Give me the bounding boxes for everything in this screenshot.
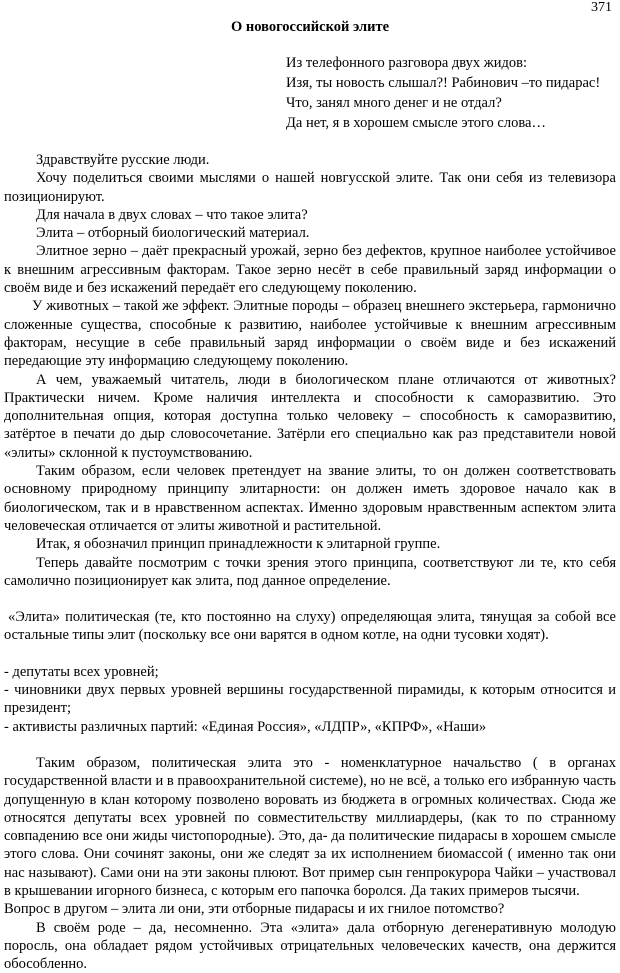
paragraph: Для начала в двух словах – что такое элита? xyxy=(36,206,308,223)
list-item: - депутаты всех уровней; xyxy=(4,663,159,680)
paragraph: «Элита» политическая (те, кто постоянно на слуху) определяющая элита, тянущая за собой все остальные типы элит (поскольку все они варятся в одном котле, на одни тусовки ходят). xyxy=(4,609,616,644)
list-item: - чиновники двух первых уровней вершины государственной пирамиды, к которым относится и президент; xyxy=(4,682,616,717)
paragraph: У животных – такой же эффект. Элитные породы – образец внешнего экстерьера, гармонично сложенные существа, способные к развитию, наиболее устойчивые к внешним агрессивным факторам, несущие в себе правильный заряд информации о своём виде и без искажений передающие эту информацию следующему поколению. xyxy=(4,298,616,370)
page-number: 371 xyxy=(591,0,612,15)
paragraph: Здравствуйте русские люди. xyxy=(36,152,210,168)
paragraph: Элитное зерно – даёт прекрасный урожай, зерно без дефектов, крупное наиболее устойчивое к внешним агрессивным факторам. Такое зерно несёт в себе правильный заряд информации о своём виде и без искажений передаёт его следующему поколению. xyxy=(4,243,616,297)
page-title: О новогоссийской элите xyxy=(230,19,390,35)
spacer xyxy=(4,645,616,663)
paragraph: Элита – отборный биологический материал. xyxy=(36,225,310,242)
paragraph: Таким образом, политическая элита это - номенклатурное начальство ( в органах государственной власти и в правоохранительной системе), но не всё, а только его избранную часть допущенную в клан которому позволено воровать из бюджета в огромных количествах. Сюда же относятся депутаты всех уровней по совместительству миллиардеры, (как то по странному совпадению все они жиды чистопородные). Это, да- да политические пидарасы в хорошем смысле этого слова. Они сочинят законы, они же следят за их исполнением биомассой ( именно так они нас называют). Сами они на эти законы плюют. Вот пример сын генпрокурора Чайки – участвовал в крышевании игорного бизнеса, с которым его папочка боролся. Да таких примеров тысячи. xyxy=(4,754,616,899)
epigraph-line: Что, занял много денег и не отдал? xyxy=(286,95,502,111)
spacer xyxy=(4,736,616,754)
epigraph-line: Да нет, я в хорошем смысле этого слова… xyxy=(286,115,546,131)
spacer xyxy=(4,590,616,608)
paragraph: В своём роде – да, несомненно. Эта «элита» дала отборную дегенеративную молодую поросль, она обладает рядом устойчивых отрицательных человеческих качеств, она держится обособленно. xyxy=(4,919,616,973)
list-item: - активисты различных партий: «Единая Россия», «ЛДПР», «КПРФ», «Наши» xyxy=(4,718,487,735)
body-text xyxy=(4,151,616,973)
epigraph-line: Изя, ты новость слышал?! Рабинович –то пидарас! xyxy=(286,75,601,91)
paragraph: Хочу поделиться своими мыслями о нашей новгусской элите. Так они себя из телевизора позиционируют. xyxy=(4,170,616,205)
paragraph: А чем, уважаемый читатель, люди в биологическом плане отличаются от животных? Практически ничем. Кроме наличия интеллекта и способности к саморазвитию. Это дополнительная опция, которая доступна только человеку – способность к саморазвитию, затёртое в печати до дыр словосочетание. Затёрли его специально как раз представители новой «элиты» склонной к пустоумствованию. xyxy=(4,371,616,461)
paragraph: Таким образом, если человек претендует на звание элиты, то он должен соответствовать основному природному принципу элитарности: он должен иметь здоровое начало как в биологическом, так и в нравственном аспектах. Именно здоровым нравственным аспектом элита человеческая отличается от элиты животной и растительной. xyxy=(4,463,616,534)
paragraph: Итак, я обозначил принцип принадлежности к элитарной группе. xyxy=(36,536,441,553)
epigraph xyxy=(286,53,600,133)
epigraph-line: Из телефонного разговора двух жидов: xyxy=(286,55,528,71)
paragraph: Теперь давайте посмотрим с точки зрения этого принципа, соответствуют ли те, кто себя самолично позиционирует как элита, под данное определение. xyxy=(4,554,616,589)
paragraph: Вопрос в другом – элита ли они, эти отборные пидарасы и их гнилое потомство? xyxy=(4,901,505,918)
